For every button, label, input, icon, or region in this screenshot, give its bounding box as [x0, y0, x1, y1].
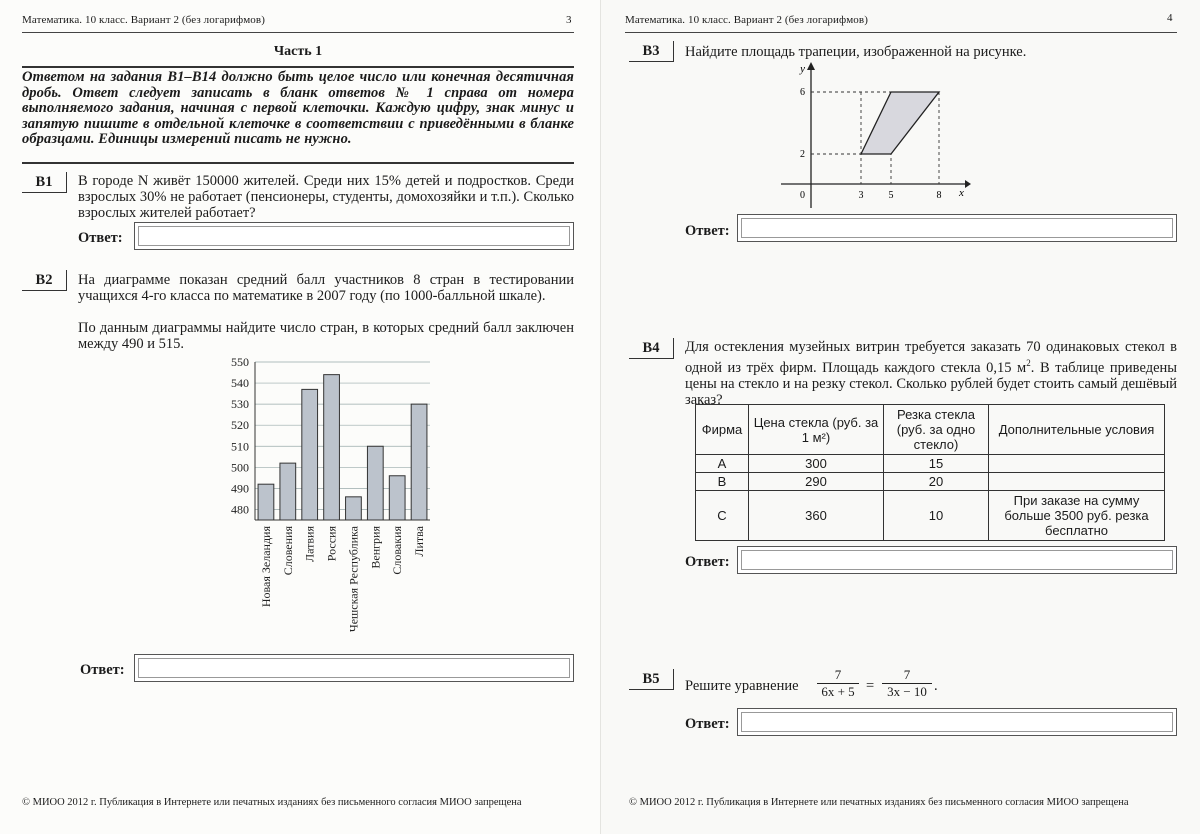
y-tick-label: 540 — [231, 376, 249, 391]
instructions-bottom-rule — [22, 162, 574, 164]
page-number: 4 — [1167, 12, 1173, 24]
question-text-b2: На диаграмме показан средний балл участников 8 стран в тестировании учащихся 4-го класса по математике в 2007 году (по 1000-балльной шкале). — [78, 272, 574, 304]
answer-label-b3: Ответ: — [685, 223, 730, 239]
table-cell — [989, 473, 1165, 491]
answer-label-b4: Ответ: — [685, 554, 730, 570]
header-rule — [625, 32, 1177, 33]
bar — [258, 484, 274, 520]
question-label-b4: B4 — [629, 338, 674, 359]
page-number: 3 — [566, 14, 572, 26]
lhs-numerator: 7 — [834, 667, 842, 682]
table-cell — [989, 455, 1165, 473]
rhs-numerator: 7 — [903, 667, 911, 682]
x-category-label: Латвия — [302, 526, 317, 563]
answer-label-b2: Ответ: — [80, 662, 125, 678]
x-axis-arrow — [965, 180, 971, 188]
bar — [280, 463, 296, 520]
y-tick-label: 480 — [231, 502, 249, 517]
table-cell: 290 — [749, 473, 884, 491]
answer-field-b5[interactable] — [737, 708, 1177, 736]
y-tick-2: 2 — [800, 149, 805, 160]
lhs-fraction — [817, 667, 859, 700]
x-category-label: Чешская Республика — [346, 526, 361, 633]
equals-sign: = — [866, 678, 875, 694]
table-cell: 360 — [749, 491, 884, 541]
y-tick-label: 550 — [231, 355, 249, 369]
x-category-label: Новая Зеландия — [258, 526, 273, 608]
x-tick-3: 3 — [858, 190, 864, 201]
x-category-label: Венгрия — [368, 526, 383, 569]
y-axis-label: y — [800, 63, 805, 75]
answer-field-b1[interactable] — [134, 222, 574, 250]
question-text-b4 — [685, 339, 1177, 408]
x-category-label: Россия — [324, 526, 339, 562]
table-cell: 15 — [884, 455, 989, 473]
bar — [389, 476, 405, 520]
bar — [411, 404, 427, 520]
equation-period: . — [934, 678, 938, 694]
y-tick-6: 6 — [800, 87, 805, 98]
question-text-b4-part1: Для остекления музейных витрин требуется заказать 70 одинаковых стекол в одной из трёх фирм. Площадь каждого стекла 0,15 м — [685, 339, 1177, 376]
question-text-b4-sup: 2 — [1026, 358, 1031, 368]
bar — [346, 497, 362, 520]
question-text-b2-task: По данным диаграммы найдите число стран, в которых средний балл заключен между 490 и 515. — [78, 320, 574, 352]
x-tick-5: 5 — [888, 190, 894, 201]
b5-prompt: Решите уравнение — [685, 678, 799, 694]
rhs-fraction — [882, 667, 932, 700]
bar — [367, 446, 383, 520]
question-text-b3: Найдите площадь трапеции, изображенной на рисунке. — [685, 44, 1027, 60]
question-label-b2: B2 — [22, 270, 67, 291]
instructions-top-rule — [22, 66, 574, 68]
table-header-cell: Дополнительные условия — [989, 405, 1165, 455]
table-cell: 10 — [884, 491, 989, 541]
bar-chart — [200, 350, 440, 650]
header-rule — [22, 32, 574, 33]
table-row — [696, 491, 1165, 541]
x-category-label: Словения — [280, 526, 295, 576]
question-label-b5: B5 — [629, 669, 674, 690]
x-category-label: Литва — [412, 526, 427, 557]
x-axis-label: x — [959, 187, 964, 199]
table-cell: C — [696, 491, 749, 541]
question-text-b1: В городе N живёт 150000 жителей. Среди них 15% детей и подростков. Среди взрослых 30% не работает (пенсионеры, студенты, домохозяйки и т.п.). Сколько взрослых жителей работает? — [78, 173, 574, 221]
trapezoid-shape — [861, 92, 939, 154]
y-tick-label: 530 — [231, 397, 249, 412]
rhs-denominator: 3x − 10 — [882, 683, 932, 700]
answer-field-b3[interactable] — [737, 214, 1177, 242]
table-header-cell: Цена стекла (руб. за 1 м²) — [749, 405, 884, 455]
bar — [324, 375, 340, 520]
trapezoid-figure — [781, 60, 971, 210]
part-title: Часть 1 — [273, 44, 323, 59]
x-tick-8: 8 — [936, 190, 942, 201]
y-tick-label: 510 — [231, 439, 249, 454]
table-cell: A — [696, 455, 749, 473]
table-header-cell: Фирма — [696, 405, 749, 455]
question-label-b3: B3 — [629, 41, 674, 62]
y-tick-label: 500 — [231, 460, 249, 475]
question-label-b1: B1 — [22, 172, 67, 193]
y-tick-label: 520 — [231, 418, 249, 433]
table-cell: При заказе на сумму больше 3500 руб. резка бесплатно — [989, 491, 1165, 541]
question-text-b4-part2: . В таблице приведены цены на стекло и на резку стекол. Сколько рублей будет стоить самый дешёвый заказ? — [685, 359, 1178, 408]
answer-label-b5: Ответ: — [685, 716, 730, 732]
y-axis-arrow — [807, 62, 815, 70]
answer-label-b1: Ответ: — [78, 230, 123, 246]
answer-field-b2[interactable] — [134, 654, 574, 682]
table-header-cell: Резка стекла (руб. за одно стекло) — [884, 405, 989, 455]
page-footer: © МИОО 2012 г. Публикация в Интернете или печатных изданиях без письменного согласия МИОО запрещена — [22, 797, 522, 808]
x-category-label: Словакия — [390, 526, 405, 575]
lhs-denominator: 6x + 5 — [817, 683, 859, 700]
table-row — [696, 455, 1165, 473]
table-cell: 20 — [884, 473, 989, 491]
prices-table — [695, 404, 1165, 541]
table-row — [696, 473, 1165, 491]
y-tick-label: 490 — [231, 481, 249, 496]
table-header-row — [696, 405, 1165, 455]
instructions: Ответом на задания В1–В14 должно быть целое число или конечная десятичная дробь. Ответ следует записать в бланк ответов № 1 справа от номера выполняемого задания, начиная с первой клеточки. Каждую цифру, знак минус и запятую пишите в отдельной клеточке в соответствии с приведёнными в бланке образцами. Единицы измерений писать не нужно. — [22, 69, 574, 147]
answer-field-b4[interactable] — [737, 546, 1177, 574]
origin-label: 0 — [800, 190, 805, 201]
table-cell: 300 — [749, 455, 884, 473]
page-footer: © МИОО 2012 г. Публикация в Интернете или печатных изданиях без письменного согласия МИОО запрещена — [629, 797, 1129, 808]
right-page — [600, 0, 1200, 834]
page-header: Математика. 10 класс. Вариант 2 (без логарифмов) — [625, 14, 868, 26]
question-text-b5 — [685, 667, 1165, 710]
table-cell: B — [696, 473, 749, 491]
bar — [302, 389, 318, 520]
page-header: Математика. 10 класс. Вариант 2 (без логарифмов) — [22, 14, 265, 26]
